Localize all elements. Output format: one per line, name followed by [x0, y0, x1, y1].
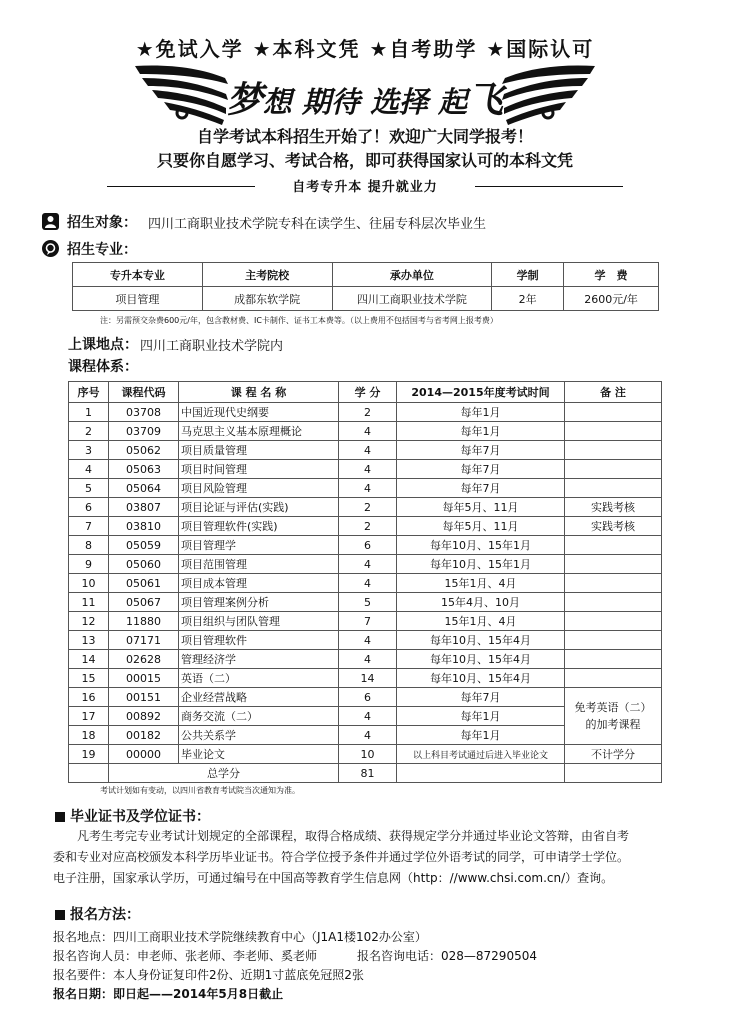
table-cell: 4 [339, 707, 397, 726]
table-cell: 15 [69, 669, 109, 688]
table-cell: 项目论证与评估(实践) [179, 498, 339, 517]
table-cell [565, 669, 662, 688]
column-header: 承办单位 [332, 263, 492, 287]
table-cell: 每年7月 [397, 688, 565, 707]
certificate-label: 毕业证书及学位证书： [70, 809, 210, 825]
table-cell: 19 [69, 745, 109, 764]
table-cell: 每年10月、15年4月 [397, 631, 565, 650]
table-cell: 每年1月 [397, 422, 565, 441]
table-row [69, 403, 662, 422]
table-cell: 15年1月、4月 [397, 612, 565, 631]
square-bullet-icon [55, 910, 65, 920]
certificate-line: 电子注册，国家承认学历，可通过编号在中国高等教育学生信息网（http：//www.chsi.com.cn/）查询。 [53, 871, 614, 885]
table-cell: 6 [69, 498, 109, 517]
table-row [69, 479, 662, 498]
column-header: 序号 [69, 382, 109, 403]
table-cell: 5 [339, 593, 397, 612]
table-cell: 项目质量管理 [179, 441, 339, 460]
table-header-row [73, 263, 659, 287]
registration-phone: 报名咨询电话：028—87290504 [357, 949, 537, 963]
target-value: 四川工商职业技术学院专科在读学生、往届专科层次毕业生 [148, 217, 487, 232]
table-row [73, 287, 659, 311]
table-cell: 每年10月、15年1月 [397, 555, 565, 574]
table-cell: 05062 [109, 441, 179, 460]
table-cell: 项目管理 [73, 287, 203, 311]
divider [107, 186, 255, 187]
table-cell: 4 [339, 631, 397, 650]
table-cell [565, 422, 662, 441]
course-table-body [69, 403, 662, 783]
table-cell: 项目管理软件 [179, 631, 339, 650]
table-cell [565, 460, 662, 479]
table-cell [565, 536, 662, 555]
table-cell: 6 [339, 536, 397, 555]
registration-label: 报名方法： [70, 907, 140, 923]
target-label: 招生对象： [67, 215, 137, 231]
headline-2: 只要你自愿学习、考试合格，即可获得国家认可的本科文凭 [156, 151, 573, 170]
registration-requirements: 报名要件：本人身份证复印件2份、近期1寸蓝底免冠照2张 [53, 968, 364, 982]
table-row [69, 612, 662, 631]
table-cell: 项目管理学 [179, 536, 339, 555]
table-cell: 14 [69, 650, 109, 669]
table-cell: 4 [339, 441, 397, 460]
table-cell: 每年7月 [397, 479, 565, 498]
table-cell: 15年1月、4月 [397, 574, 565, 593]
table-cell: 以上科目考试通过后进入毕业论文 [397, 745, 565, 764]
table-cell: 项目组织与团队管理 [179, 612, 339, 631]
subheadline: 自考专升本 提升就业力 [292, 180, 438, 195]
table-cell: 成都东软学院 [202, 287, 332, 311]
table-cell: 7 [339, 612, 397, 631]
total-value: 81 [339, 764, 397, 783]
table-cell [565, 441, 662, 460]
column-header: 2014—2015年度考试时间 [397, 382, 565, 403]
table-cell: 4 [339, 422, 397, 441]
table-cell: 每年1月 [397, 403, 565, 422]
table-row [69, 593, 662, 612]
table-cell: 17 [69, 707, 109, 726]
column-header: 课 程 名 称 [179, 382, 339, 403]
table-row [69, 460, 662, 479]
table-cell: 4 [339, 650, 397, 669]
table-cell: 4 [339, 726, 397, 745]
table-cell: 项目时间管理 [179, 460, 339, 479]
course-system-label: 课程体系： [68, 359, 138, 375]
table-cell: 每年10月、15年1月 [397, 536, 565, 555]
speech-bubble-icon [42, 240, 59, 257]
remark-cell [565, 688, 662, 745]
table-cell [565, 593, 662, 612]
table-cell: 11 [69, 593, 109, 612]
table-cell: 00151 [109, 688, 179, 707]
banner-char: 想 [262, 85, 292, 119]
divider [475, 186, 623, 187]
table-header-row [69, 382, 662, 403]
table-row [69, 669, 662, 688]
certificate-line: 凡考生考完专业考试计划规定的全部课程，取得合格成绩、获得规定学分并通过毕业论文答辩，由省自考 [77, 829, 630, 843]
table-cell: 10 [339, 745, 397, 764]
headline-1: 自学考试本科招生开始了！欢迎广大同学报考！ [196, 127, 533, 146]
registration-deadline: 报名日期：即日起——2014年5月8日截止 [53, 987, 284, 1001]
banner-slogan [0, 72, 730, 123]
table-cell: 马克思主义基本原理概论 [179, 422, 339, 441]
table-cell: 2600元/年 [564, 287, 659, 311]
table-row [69, 631, 662, 650]
table-cell: 05061 [109, 574, 179, 593]
banner-char: 梦 [226, 80, 263, 121]
table-cell: 项目范围管理 [179, 555, 339, 574]
major-table [72, 262, 659, 311]
table-cell: 每年5月、11月 [397, 517, 565, 536]
table-cell: 2 [339, 498, 397, 517]
table-cell: 四川工商职业技术学院 [332, 287, 492, 311]
column-header: 专升本专业 [73, 263, 203, 287]
table-cell [565, 479, 662, 498]
table-cell: 每年7月 [397, 441, 565, 460]
table-row [69, 441, 662, 460]
table-cell: 18 [69, 726, 109, 745]
registration-address: 报名地点：四川工商职业技术学院继续教育中心（J1A1楼102办公室） [53, 930, 427, 944]
table-cell: 1 [69, 403, 109, 422]
table-cell: 4 [339, 555, 397, 574]
table-cell: 05059 [109, 536, 179, 555]
fee-note: 注：另需预交杂费600元/年，包含教材费、IC卡制作、证书工本费等。（以上费用不包括国考与省考网上报考费） [100, 316, 498, 325]
table-cell [565, 403, 662, 422]
table-cell: 10 [69, 574, 109, 593]
table-cell [69, 764, 109, 783]
certificate-line: 委和专业对应高校颁发本科学历毕业证书。符合学位授予条件并通过学位外语考试的同学，可申请学士学位。 [53, 850, 630, 864]
major-label: 招生专业： [67, 242, 137, 258]
table-cell: 每年10月、15年4月 [397, 669, 565, 688]
banner-char: 飞 [467, 80, 504, 121]
banner-word: 期待 [301, 85, 360, 119]
table-cell: 9 [69, 555, 109, 574]
table-cell: 3 [69, 441, 109, 460]
table-cell: 07171 [109, 631, 179, 650]
table-cell: 05064 [109, 479, 179, 498]
table-cell: 不计学分 [565, 745, 662, 764]
table-row [69, 745, 662, 764]
table-cell: 项目成本管理 [179, 574, 339, 593]
remark-line: 的加考课程 [585, 718, 641, 731]
column-header: 主考院校 [202, 263, 332, 287]
table-cell [565, 555, 662, 574]
table-cell: 03709 [109, 422, 179, 441]
table-cell: 每年1月 [397, 707, 565, 726]
table-cell: 每年5月、11月 [397, 498, 565, 517]
table-row [69, 688, 662, 707]
registration-contacts: 报名咨询人员：申老师、张老师、李老师、奚老师 [53, 949, 318, 963]
table-row [69, 498, 662, 517]
person-icon [42, 213, 59, 230]
table-cell: 5 [69, 479, 109, 498]
table-cell: 00182 [109, 726, 179, 745]
table-cell: 15年4月、10月 [397, 593, 565, 612]
banner-char: 起 [438, 85, 468, 119]
table-cell: 每年10月、15年4月 [397, 650, 565, 669]
location-value: 四川工商职业技术学院内 [140, 339, 284, 354]
table-cell: 11880 [109, 612, 179, 631]
table-cell: 毕业论文 [179, 745, 339, 764]
column-header: 学制 [492, 263, 564, 287]
table-cell: 企业经营战略 [179, 688, 339, 707]
total-label: 总学分 [109, 764, 339, 783]
table-cell: 16 [69, 688, 109, 707]
table-cell: 03810 [109, 517, 179, 536]
table-cell: 13 [69, 631, 109, 650]
table-cell: 2 [339, 403, 397, 422]
square-bullet-icon [55, 812, 65, 822]
table-cell: 2 [69, 422, 109, 441]
table-cell: 管理经济学 [179, 650, 339, 669]
table-cell: 6 [339, 688, 397, 707]
table-cell: 每年1月 [397, 726, 565, 745]
column-header: 备 注 [565, 382, 662, 403]
table-cell: 2 [339, 517, 397, 536]
table-cell: 12 [69, 612, 109, 631]
location-label: 上课地点： [68, 337, 138, 353]
table-row [69, 574, 662, 593]
table-cell [565, 650, 662, 669]
top-slogan: ★免试入学 ★本科文凭 ★自考助学 ★国际认可 [135, 37, 595, 61]
table-cell: 英语（二） [179, 669, 339, 688]
table-cell: 每年7月 [397, 460, 565, 479]
table-cell: 02628 [109, 650, 179, 669]
table-cell: 4 [69, 460, 109, 479]
table-cell: 14 [339, 669, 397, 688]
subheadline-row [107, 176, 623, 196]
table-cell: 05067 [109, 593, 179, 612]
exam-plan-note: 考试计划如有变动，以四川省教育考试院当次通知为准。 [100, 786, 300, 795]
total-row [69, 764, 662, 783]
table-cell: 公共关系学 [179, 726, 339, 745]
table-cell: 03807 [109, 498, 179, 517]
banner-word: 选择 [370, 85, 429, 119]
table-cell [565, 631, 662, 650]
column-header: 学 分 [339, 382, 397, 403]
table-cell: 03708 [109, 403, 179, 422]
table-cell: 8 [69, 536, 109, 555]
table-cell [565, 574, 662, 593]
table-row [69, 536, 662, 555]
table-cell: 项目管理软件(实践) [179, 517, 339, 536]
column-header: 学 费 [564, 263, 659, 287]
table-cell: 4 [339, 460, 397, 479]
table-cell: 项目管理案例分析 [179, 593, 339, 612]
table-cell [397, 764, 565, 783]
column-header: 课程代码 [109, 382, 179, 403]
course-table [68, 381, 662, 783]
table-cell: 4 [339, 479, 397, 498]
table-cell [565, 612, 662, 631]
table-cell: 4 [339, 574, 397, 593]
table-cell: 项目风险管理 [179, 479, 339, 498]
table-cell: 中国近现代史纲要 [179, 403, 339, 422]
table-row [69, 555, 662, 574]
table-cell: 05060 [109, 555, 179, 574]
table-cell: 2年 [492, 287, 564, 311]
table-cell: 实践考核 [565, 498, 662, 517]
table-row [69, 517, 662, 536]
table-cell: 00000 [109, 745, 179, 764]
table-cell: 00892 [109, 707, 179, 726]
table-row [69, 422, 662, 441]
table-cell: 05063 [109, 460, 179, 479]
table-cell: 商务交流（二） [179, 707, 339, 726]
table-cell: 00015 [109, 669, 179, 688]
table-row [69, 650, 662, 669]
table-cell: 7 [69, 517, 109, 536]
remark-line: 免考英语（二） [574, 701, 652, 714]
table-cell: 实践考核 [565, 517, 662, 536]
table-cell [565, 764, 662, 783]
